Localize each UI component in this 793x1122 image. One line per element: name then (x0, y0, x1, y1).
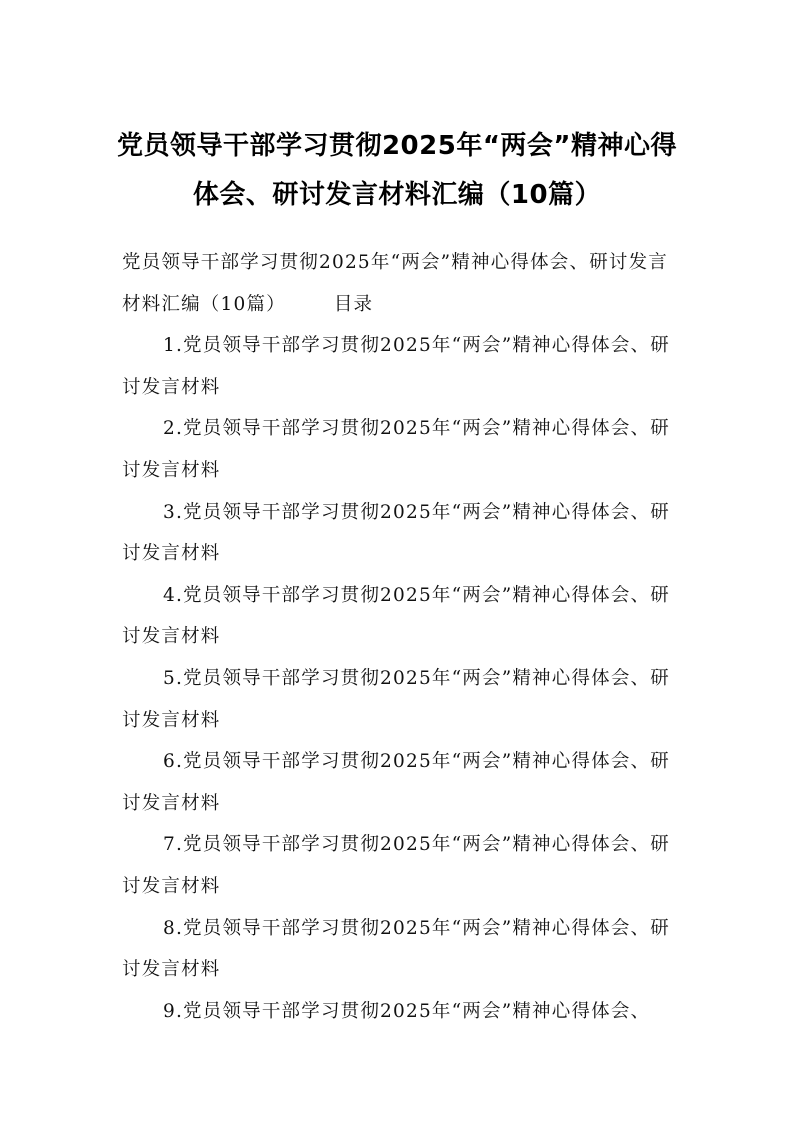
toc-item-5: 5.党员领导干部学习贯彻2025年“两会”精神心得体会、研讨发言材料 (122, 667, 670, 731)
toc-label: 目录 (333, 293, 374, 315)
document-body (122, 242, 678, 1032)
toc-item-2: 2.党员领导干部学习贯彻2025年“两会”精神心得体会、研讨发言材料 (122, 418, 670, 481)
toc-item-4: 4.党员领导干部学习贯彻2025年“两会”精神心得体会、研讨发言材料 (122, 584, 670, 648)
toc-item-7: 7.党员领导干部学习贯彻2025年“两会”精神心得体会、研讨发言材料 (122, 834, 670, 897)
intro-text: 党员领导干部学习贯彻2025年“两会”精神心得体会、研讨发言材料汇编（10篇） (122, 252, 668, 315)
document-title: 党员领导干部学习贯彻2025年“两会”精神心得体会、研讨发言材料汇编（10篇） (116, 131, 678, 210)
toc-item-3: 3.党员领导干部学习贯彻2025年“两会”精神心得体会、研讨发言材料 (122, 501, 670, 565)
intro-paragraph (122, 242, 678, 325)
toc-item-1: 1.党员领导干部学习贯彻2025年“两会”精神心得体会、研讨发言材料 (122, 335, 670, 398)
toc-item-8: 8.党员领导干部学习贯彻2025年“两会”精神心得体会、研讨发言材料 (122, 917, 670, 981)
toc-item-9: 9.党员领导干部学习贯彻2025年“两会”精神心得体会、 (163, 1000, 651, 1022)
toc-item-6: 6.党员领导干部学习贯彻2025年“两会”精神心得体会、研讨发言材料 (122, 751, 670, 814)
